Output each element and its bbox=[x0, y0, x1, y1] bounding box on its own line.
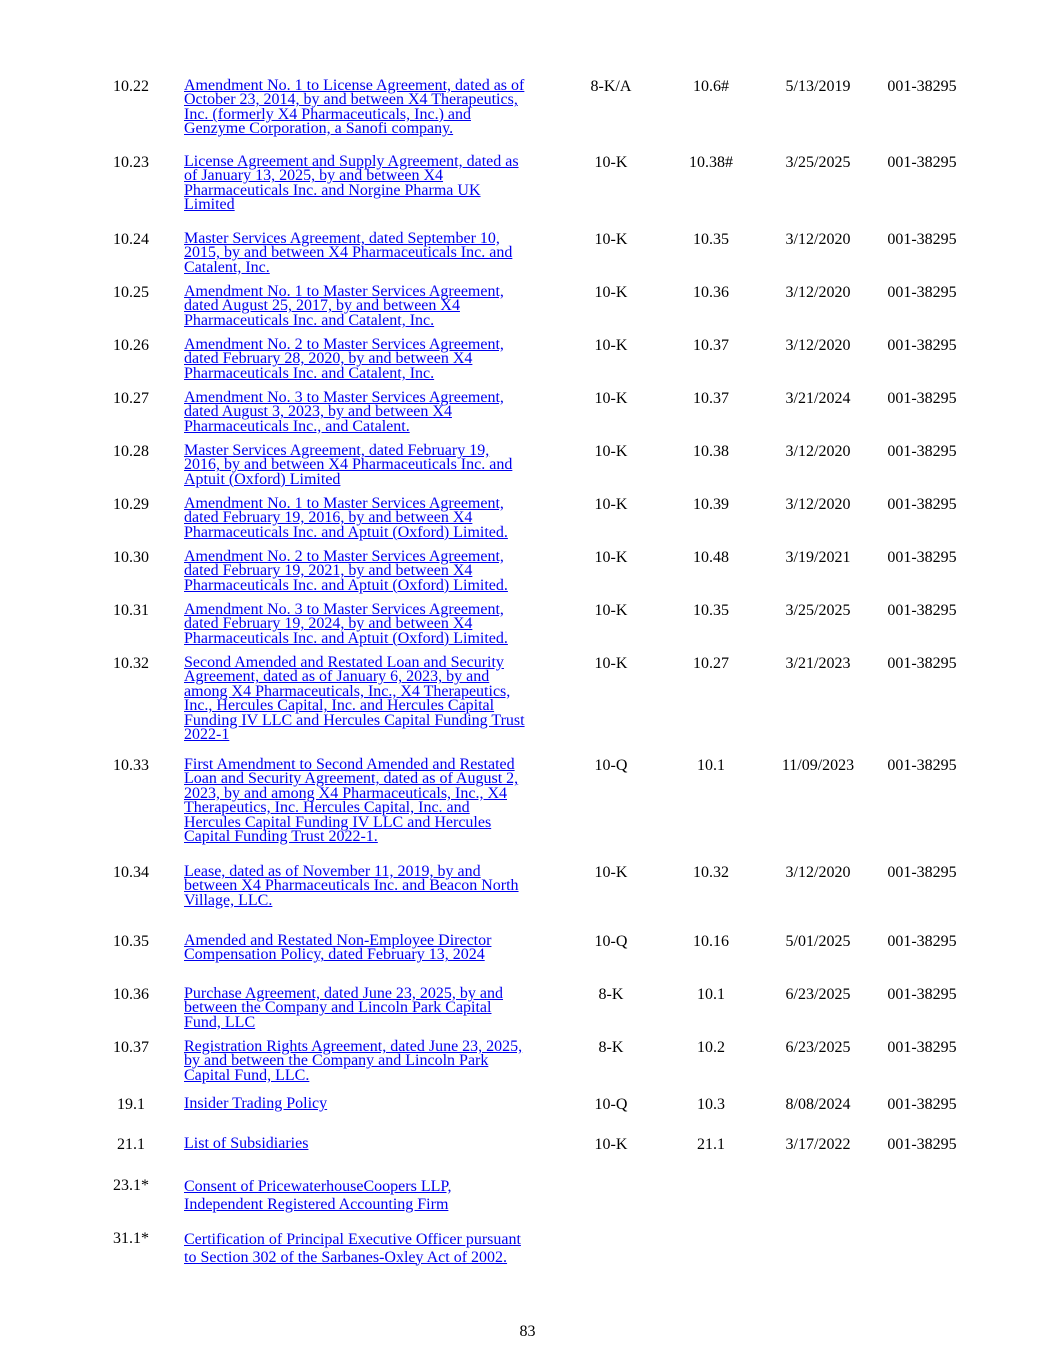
file-number: 001-38295 bbox=[887, 390, 957, 407]
filing-date: 3/12/2020 bbox=[785, 443, 851, 460]
form-type: 10-K bbox=[594, 443, 628, 460]
referenced-exhibit: 10.38 bbox=[693, 443, 729, 460]
referenced-exhibit: 10.3 bbox=[697, 1096, 725, 1113]
form-type: 8-K bbox=[598, 1039, 624, 1056]
form-type: 8-K/A bbox=[590, 78, 632, 95]
exhibit-number: 19.1 bbox=[117, 1096, 145, 1113]
filing-date: 3/12/2020 bbox=[785, 496, 851, 513]
form-type: 10-K bbox=[594, 655, 628, 672]
referenced-exhibit: 10.37 bbox=[693, 390, 729, 407]
exhibit-number: 10.34 bbox=[113, 864, 149, 881]
filing-date: 3/17/2022 bbox=[785, 1136, 851, 1153]
file-number: 001-38295 bbox=[887, 549, 957, 566]
exhibit-description-link[interactable]: Amendment No. 2 to Master Services Agreement, dated February 28, 2020, by and between X4 Pharmaceuticals Inc. and Catalent, Inc. bbox=[184, 336, 504, 382]
form-type: 10-K bbox=[594, 496, 628, 513]
exhibit-description-link[interactable]: Certification of Principal Executive Officer pursuant to Section 302 of the Sarbanes-Oxley Act of 2002. bbox=[184, 1231, 521, 1266]
exhibit-description-link[interactable]: Amended and Restated Non-Employee Director Compensation Policy, dated February 13, 2024 bbox=[184, 932, 492, 964]
filing-date: 3/21/2024 bbox=[785, 390, 851, 407]
form-type: 10-Q bbox=[594, 757, 628, 774]
file-number: 001-38295 bbox=[887, 78, 957, 95]
file-number: 001-38295 bbox=[887, 1136, 957, 1153]
file-number: 001-38295 bbox=[887, 1039, 957, 1056]
referenced-exhibit: 10.16 bbox=[693, 933, 729, 950]
exhibit-description-link[interactable]: Insider Trading Policy bbox=[184, 1095, 328, 1112]
exhibit-description-link[interactable]: Amendment No. 3 to Master Services Agreement, dated August 3, 2023, by and between X4 Pharmaceuticals Inc., and Catalent. bbox=[184, 389, 504, 435]
exhibit-description-link[interactable]: Amendment No. 1 to Master Services Agreement, dated February 19, 2016, by and between X4 Pharmaceuticals Inc. and Aptuit (Oxford) Limited. bbox=[184, 495, 508, 541]
filing-date: 8/08/2024 bbox=[785, 1096, 851, 1113]
file-number: 001-38295 bbox=[887, 284, 957, 301]
exhibit-description-link[interactable]: Lease, dated as of November 11, 2019, by and between X4 Pharmaceuticals Inc. and Beacon North Village, LLC. bbox=[184, 863, 519, 909]
referenced-exhibit: 10.37 bbox=[693, 337, 729, 354]
filing-date: 3/25/2025 bbox=[785, 602, 851, 619]
exhibit-description-link[interactable]: Amendment No. 3 to Master Services Agreement, dated February 19, 2024, by and between X4 Pharmaceuticals Inc. and Aptuit (Oxford) Limited. bbox=[184, 601, 508, 647]
exhibit-description-link[interactable]: Second Amended and Restated Loan and Security Agreement, dated as of January 6, 2023, by and among X4 Pharmaceuticals, Inc., X4 Therapeutics, Inc., Hercules Capital, Inc. and Hercules Capital Funding IV LLC and Hercules Capital Funding Trust 2022-1 bbox=[184, 654, 525, 744]
exhibit-number: 23.1* bbox=[113, 1177, 149, 1194]
referenced-exhibit: 10.48 bbox=[693, 549, 729, 566]
file-number: 001-38295 bbox=[887, 864, 957, 881]
form-type: 10-K bbox=[594, 337, 628, 354]
exhibit-number: 10.31 bbox=[113, 602, 149, 619]
exhibit-number: 10.36 bbox=[113, 986, 149, 1003]
exhibit-description-link[interactable]: License Agreement and Supply Agreement, dated as of January 13, 2025, by and between X4 Pharmaceuticals Inc. and Norgine Pharma UK Limited bbox=[184, 153, 519, 214]
filing-date: 3/25/2025 bbox=[785, 154, 851, 171]
exhibit-description-link[interactable]: Purchase Agreement, dated June 23, 2025, by and between the Company and Lincoln Park Capital Fund, LLC bbox=[184, 985, 504, 1031]
form-type: 10-K bbox=[594, 154, 628, 171]
exhibit-description-link[interactable]: Master Services Agreement, dated September 10, 2015, by and between X4 Pharmaceuticals Inc. and Catalent, Inc. bbox=[184, 230, 513, 276]
exhibit-description-link[interactable]: Consent of PricewaterhouseCoopers LLP, Independent Registered Accounting Firm bbox=[184, 1178, 452, 1213]
form-type: 10-Q bbox=[594, 1096, 628, 1113]
exhibit-number: 10.25 bbox=[113, 284, 149, 301]
exhibit-number: 10.33 bbox=[113, 757, 149, 774]
referenced-exhibit: 10.32 bbox=[693, 864, 729, 881]
exhibit-number: 21.1 bbox=[117, 1136, 145, 1153]
exhibit-description-link[interactable]: Amendment No. 1 to License Agreement, dated as of October 23, 2014, by and between X4 Therapeutics, Inc. (formerly X4 Pharmaceuticals, Inc.) and Genzyme Corporation, a Sanofi company. bbox=[184, 77, 525, 138]
file-number: 001-38295 bbox=[887, 602, 957, 619]
filing-date: 5/01/2025 bbox=[785, 933, 851, 950]
file-number: 001-38295 bbox=[887, 231, 957, 248]
exhibit-number: 10.32 bbox=[113, 655, 149, 672]
referenced-exhibit: 10.2 bbox=[697, 1039, 725, 1056]
file-number: 001-38295 bbox=[887, 154, 957, 171]
referenced-exhibit: 10.6# bbox=[693, 78, 729, 95]
form-type: 10-K bbox=[594, 231, 628, 248]
referenced-exhibit: 10.38# bbox=[689, 154, 733, 171]
form-type: 10-K bbox=[594, 284, 628, 301]
exhibit-description-link[interactable]: Registration Rights Agreement, dated June 23, 2025, by and between the Company and Lincoln Park Capital Fund, LLC. bbox=[184, 1038, 523, 1084]
exhibit-number: 10.29 bbox=[113, 496, 149, 513]
file-number: 001-38295 bbox=[887, 933, 957, 950]
exhibit-number: 31.1* bbox=[113, 1230, 149, 1247]
form-type: 10-K bbox=[594, 1136, 628, 1153]
exhibit-description-link[interactable]: Master Services Agreement, dated February 19, 2016, by and between X4 Pharmaceuticals Inc. and Aptuit (Oxford) Limited bbox=[184, 442, 513, 488]
filing-date: 6/23/2025 bbox=[785, 986, 851, 1003]
filing-date: 3/12/2020 bbox=[785, 337, 851, 354]
file-number: 001-38295 bbox=[887, 655, 957, 672]
exhibit-number: 10.22 bbox=[113, 78, 149, 95]
referenced-exhibit: 10.35 bbox=[693, 231, 729, 248]
exhibit-number: 10.24 bbox=[113, 231, 149, 248]
exhibit-number: 10.37 bbox=[113, 1039, 149, 1056]
file-number: 001-38295 bbox=[887, 1096, 957, 1113]
filing-date: 3/19/2021 bbox=[785, 549, 851, 566]
page-number: 83 bbox=[519, 1323, 536, 1340]
referenced-exhibit: 10.1 bbox=[697, 986, 725, 1003]
form-type: 10-K bbox=[594, 390, 628, 407]
referenced-exhibit: 10.27 bbox=[693, 655, 729, 672]
file-number: 001-38295 bbox=[887, 757, 957, 774]
exhibit-description-link[interactable]: First Amendment to Second Amended and Restated Loan and Security Agreement, dated as of August 2, 2023, by and among X4 Pharmaceuticals, Inc., X4 Therapeutics, Inc. Hercules Capital, Inc. and Hercules Capital Funding IV LLC and Hercules Capital Funding Trust 2022-1. bbox=[184, 756, 519, 846]
exhibit-number: 10.27 bbox=[113, 390, 149, 407]
referenced-exhibit: 10.39 bbox=[693, 496, 729, 513]
referenced-exhibit: 21.1 bbox=[697, 1136, 725, 1153]
exhibit-number: 10.28 bbox=[113, 443, 149, 460]
file-number: 001-38295 bbox=[887, 496, 957, 513]
exhibit-number: 10.30 bbox=[113, 549, 149, 566]
filing-date: 3/12/2020 bbox=[785, 284, 851, 301]
exhibit-description-link[interactable]: Amendment No. 1 to Master Services Agreement, dated August 25, 2017, by and between X4 Pharmaceuticals Inc. and Catalent, Inc. bbox=[184, 283, 504, 329]
exhibit-number: 10.23 bbox=[113, 154, 149, 171]
form-type: 10-Q bbox=[594, 933, 628, 950]
filing-date: 5/13/2019 bbox=[785, 78, 851, 95]
referenced-exhibit: 10.35 bbox=[693, 602, 729, 619]
referenced-exhibit: 10.36 bbox=[693, 284, 729, 301]
filing-date: 3/12/2020 bbox=[785, 231, 851, 248]
form-type: 10-K bbox=[594, 864, 628, 881]
exhibit-description-link[interactable]: Amendment No. 2 to Master Services Agreement, dated February 19, 2021, by and between X4 Pharmaceuticals Inc. and Aptuit (Oxford) Limited. bbox=[184, 548, 508, 594]
file-number: 001-38295 bbox=[887, 986, 957, 1003]
referenced-exhibit: 10.1 bbox=[697, 757, 725, 774]
filing-date: 3/12/2020 bbox=[785, 864, 851, 881]
filing-date: 11/09/2023 bbox=[781, 757, 855, 774]
file-number: 001-38295 bbox=[887, 443, 957, 460]
filing-date: 3/21/2023 bbox=[785, 655, 851, 672]
filing-date: 6/23/2025 bbox=[785, 1039, 851, 1056]
form-type: 10-K bbox=[594, 549, 628, 566]
file-number: 001-38295 bbox=[887, 337, 957, 354]
form-type: 8-K bbox=[598, 986, 624, 1003]
exhibit-number: 10.35 bbox=[113, 933, 149, 950]
form-type: 10-K bbox=[594, 602, 628, 619]
exhibit-description-link[interactable]: List of Subsidiaries bbox=[184, 1135, 309, 1152]
exhibit-number: 10.26 bbox=[113, 337, 149, 354]
